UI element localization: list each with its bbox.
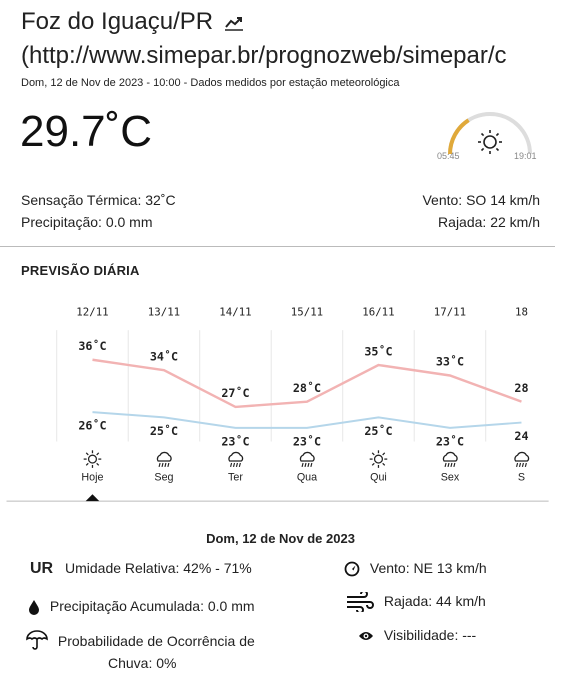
humidity-text: Umidade Relativa: 42% - 71% (65, 560, 252, 576)
min-temp-label: 23˚C (221, 434, 250, 449)
min-temp-label: 26˚C (78, 418, 107, 433)
current-gust: Rajada: 22 km/h (438, 214, 540, 230)
umbrella-icon (26, 629, 48, 651)
max-temp-label: 36˚C (78, 338, 107, 353)
min-temp-label: 23˚C (292, 434, 322, 449)
measurement-subtitle: Dom, 12 de Nov de 2023 - 10:00 - Dados medidos por estação meteorológica (21, 77, 400, 89)
source-url[interactable]: (http://www.simepar.br/prognozweb/simepar/c (21, 42, 507, 69)
selected-day-pointer (86, 494, 100, 501)
detail-gust-text: Rajada: 44 km/h (383, 592, 486, 609)
detail-gust-row (346, 592, 486, 612)
precip-acc-row (28, 598, 255, 615)
divider (0, 246, 555, 247)
section-title: PREVISÃO DIÁRIA (21, 263, 140, 278)
max-temp-label: 28 (514, 380, 529, 395)
ur-abbr: UR (30, 560, 54, 577)
forecast-weekday: Sex (440, 471, 460, 484)
min-temp-label: 25˚C (364, 423, 393, 438)
precip-acc-text: Precipitação Acumulada: 0.0 mm (49, 598, 255, 614)
feels-like: Sensação Térmica: 32˚C (21, 192, 176, 208)
detail-wind-row (344, 560, 487, 577)
location-title (21, 8, 244, 36)
forecast-date: 12/11 (76, 305, 109, 319)
min-temp-label: 25˚C (149, 423, 179, 438)
sun-icon (478, 130, 502, 154)
daily-forecast-chart (0, 295, 561, 505)
detail-wind-text: Vento: NE 13 km/h (369, 560, 487, 576)
rain-cloud-icon[interactable] (443, 452, 457, 466)
forecast-weekday: Qua (296, 471, 318, 484)
rain-prob-text-2: Chuva: 0% (108, 655, 177, 671)
rain-prob-row (26, 629, 255, 653)
visibility-text: Visibilidade: --- (383, 627, 477, 643)
max-temp-label: 34˚C (149, 349, 179, 364)
rain-cloud-icon[interactable] (157, 452, 171, 466)
max-temp-label: 28˚C (292, 380, 322, 395)
sun-icon[interactable] (370, 450, 388, 468)
forecast-weekday: Qui (370, 471, 387, 484)
rain-prob-text-1: Probabilidade de Ocorrência de (57, 633, 255, 649)
min-temp-label: 23˚C (435, 434, 465, 449)
sunrise-time: 05:45 (437, 151, 460, 161)
forecast-weekday: Hoje (81, 471, 104, 484)
location-name: Foz do Iguaçu/PR (21, 8, 214, 35)
current-temperature: 29.7˚C (20, 107, 153, 156)
forecast-weekday: Ter (228, 471, 243, 484)
wind-gust-icon (346, 592, 374, 612)
eye-icon (358, 630, 374, 642)
compass-icon (344, 561, 360, 577)
max-temp-label: 27˚C (221, 386, 250, 401)
forecast-date: 14/11 (219, 305, 252, 319)
sunset-time: 19:01 (514, 151, 537, 161)
rain-cloud-icon[interactable] (229, 452, 243, 466)
max-temp-label: 35˚C (364, 344, 393, 359)
min-temp-label: 24 (514, 429, 529, 444)
forecast-date: 18 (514, 305, 528, 319)
trend-chart-icon[interactable] (224, 15, 244, 31)
humidity-row (30, 560, 252, 578)
forecast-date: 15/11 (290, 305, 324, 319)
forecast-weekday: Seg (154, 471, 174, 484)
detail-date: Dom, 12 de Nov de 2023 (206, 531, 355, 546)
drop-icon (28, 599, 40, 615)
sun-cycle-widget (437, 104, 540, 164)
sun-icon[interactable] (84, 450, 102, 468)
current-wind: Vento: SO 14 km/h (422, 192, 540, 208)
max-temp-label: 33˚C (435, 354, 465, 369)
visibility-row (358, 627, 476, 643)
current-precipitation: Precipitação: 0.0 mm (21, 214, 153, 230)
forecast-weekday: S (517, 471, 526, 484)
forecast-date: 16/11 (362, 305, 395, 319)
forecast-date: 13/11 (147, 305, 181, 319)
forecast-date: 17/11 (433, 305, 467, 319)
rain-cloud-icon[interactable] (515, 452, 529, 466)
rain-cloud-icon[interactable] (300, 452, 314, 466)
